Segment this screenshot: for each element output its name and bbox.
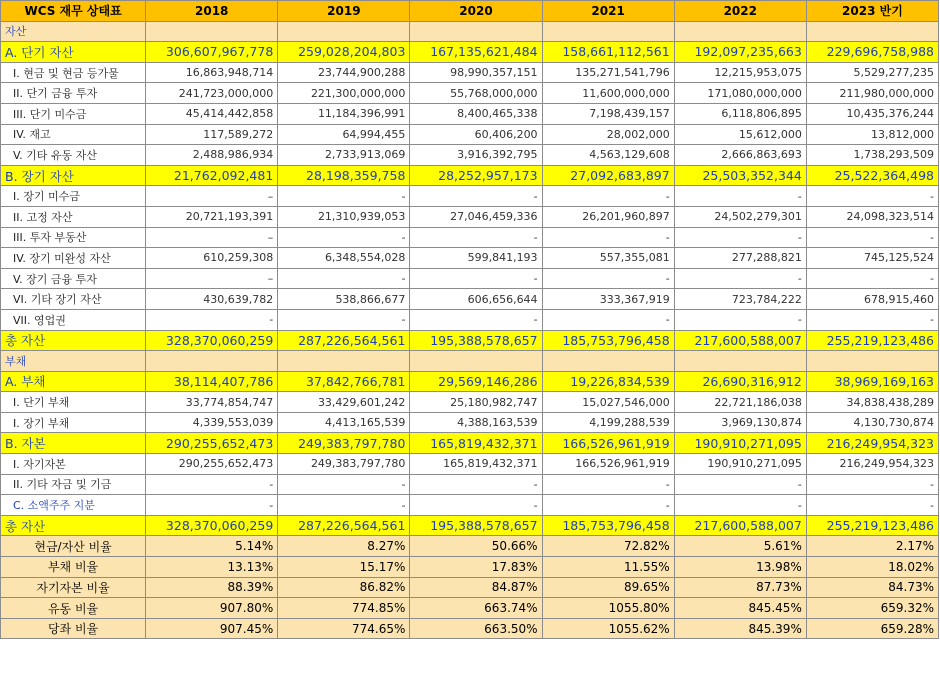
value-cell: 663.50%	[410, 618, 542, 639]
row-label: 유동 비율	[1, 598, 146, 619]
value-cell: -	[146, 495, 278, 516]
value-cell: 4,130,730,874	[806, 412, 938, 433]
section-row	[1, 351, 939, 372]
value-cell: 15.17%	[278, 557, 410, 578]
section-label: 자산	[1, 21, 146, 42]
header-year: 2020	[410, 1, 542, 22]
row-label: B. 자본	[1, 433, 146, 454]
section-empty-cell	[542, 351, 674, 372]
value-cell: 259,028,204,803	[278, 42, 410, 63]
value-cell: -	[674, 186, 806, 207]
value-cell: 13.98%	[674, 557, 806, 578]
row-label: 총 자산	[1, 330, 146, 351]
subtotal-row	[1, 515, 939, 536]
value-cell: -	[806, 268, 938, 289]
ratio-row	[1, 577, 939, 598]
value-cell: -	[542, 268, 674, 289]
value-cell: -	[278, 227, 410, 248]
value-cell: 7,198,439,157	[542, 103, 674, 124]
value-cell: 6,118,806,895	[674, 103, 806, 124]
section-empty-cell	[806, 21, 938, 42]
table-row	[1, 309, 939, 330]
value-cell: 4,199,288,539	[542, 412, 674, 433]
section-empty-cell	[674, 21, 806, 42]
value-cell: -	[542, 227, 674, 248]
value-cell: -	[278, 268, 410, 289]
value-cell: 845.39%	[674, 618, 806, 639]
value-cell: 606,656,644	[410, 289, 542, 310]
ratio-row	[1, 557, 939, 578]
value-cell: 84.87%	[410, 577, 542, 598]
value-cell: 135,271,541,796	[542, 62, 674, 83]
table-row	[1, 62, 939, 83]
value-cell: 774.85%	[278, 598, 410, 619]
value-cell: 72.82%	[542, 536, 674, 557]
value-cell: 60,406,200	[410, 124, 542, 145]
value-cell: 165,819,432,371	[410, 454, 542, 475]
value-cell: 774.65%	[278, 618, 410, 639]
value-cell: 599,841,193	[410, 248, 542, 269]
value-cell: 11,184,396,991	[278, 103, 410, 124]
value-cell: -	[410, 495, 542, 516]
value-cell: -	[806, 309, 938, 330]
value-cell: 166,526,961,919	[542, 433, 674, 454]
value-cell: 8.27%	[278, 536, 410, 557]
value-cell: 290,255,652,473	[146, 433, 278, 454]
value-cell: 34,838,438,289	[806, 392, 938, 413]
value-cell: 195,388,578,657	[410, 515, 542, 536]
value-cell: 4,563,129,608	[542, 145, 674, 166]
table-row	[1, 268, 939, 289]
value-cell: 845.45%	[674, 598, 806, 619]
row-label: A. 부채	[1, 371, 146, 392]
value-cell: 24,502,279,301	[674, 206, 806, 227]
value-cell: -	[542, 186, 674, 207]
value-cell: 328,370,060,259	[146, 515, 278, 536]
value-cell: –	[146, 268, 278, 289]
value-cell: -	[410, 474, 542, 495]
value-cell: 87.73%	[674, 577, 806, 598]
value-cell: 26,690,316,912	[674, 371, 806, 392]
subtotal-row	[1, 433, 939, 454]
value-cell: 277,288,821	[674, 248, 806, 269]
subtotal-row	[1, 165, 939, 186]
value-cell: 216,249,954,323	[806, 433, 938, 454]
header-row	[1, 1, 939, 22]
row-label: V. 기타 유동 자산	[1, 145, 146, 166]
value-cell: 195,388,578,657	[410, 330, 542, 351]
value-cell: 4,339,553,039	[146, 412, 278, 433]
value-cell: 306,607,967,778	[146, 42, 278, 63]
value-cell: 5.61%	[674, 536, 806, 557]
value-cell: 723,784,222	[674, 289, 806, 310]
ratio-row	[1, 536, 939, 557]
section-empty-cell	[278, 21, 410, 42]
value-cell: 5.14%	[146, 536, 278, 557]
subtotal-row	[1, 42, 939, 63]
value-cell: 98,990,357,151	[410, 62, 542, 83]
table-row	[1, 124, 939, 145]
row-label: B. 장기 자산	[1, 165, 146, 186]
value-cell: 171,080,000,000	[674, 83, 806, 104]
value-cell: 430,639,782	[146, 289, 278, 310]
table-row	[1, 474, 939, 495]
value-cell: 89.65%	[542, 577, 674, 598]
row-label: IV. 재고	[1, 124, 146, 145]
value-cell: 33,429,601,242	[278, 392, 410, 413]
row-label: 부채 비율	[1, 557, 146, 578]
row-label: I. 장기 부채	[1, 412, 146, 433]
value-cell: -	[806, 186, 938, 207]
value-cell: 1055.80%	[542, 598, 674, 619]
value-cell: 28,252,957,173	[410, 165, 542, 186]
ratio-row	[1, 598, 939, 619]
row-label: 당좌 비율	[1, 618, 146, 639]
value-cell: 17.83%	[410, 557, 542, 578]
value-cell: 13.13%	[146, 557, 278, 578]
row-label: A. 단기 자산	[1, 42, 146, 63]
row-label: III. 단기 미수금	[1, 103, 146, 124]
value-cell: 557,355,081	[542, 248, 674, 269]
value-cell: 241,723,000,000	[146, 83, 278, 104]
header-title: WCS 재무 상태표	[1, 1, 146, 22]
value-cell: 211,980,000,000	[806, 83, 938, 104]
table-row	[1, 83, 939, 104]
section-empty-cell	[410, 21, 542, 42]
value-cell: -	[806, 227, 938, 248]
value-cell: 23,744,900,288	[278, 62, 410, 83]
value-cell: 907.45%	[146, 618, 278, 639]
value-cell: 5,529,277,235	[806, 62, 938, 83]
row-label: II. 기타 자금 및 기금	[1, 474, 146, 495]
value-cell: 2,733,913,069	[278, 145, 410, 166]
value-cell: 221,300,000,000	[278, 83, 410, 104]
value-cell: -	[674, 495, 806, 516]
table-row	[1, 206, 939, 227]
value-cell: –	[146, 227, 278, 248]
value-cell: 50.66%	[410, 536, 542, 557]
value-cell: 190,910,271,095	[674, 454, 806, 475]
value-cell: 38,969,169,163	[806, 371, 938, 392]
value-cell: 64,994,455	[278, 124, 410, 145]
value-cell: 2,488,986,934	[146, 145, 278, 166]
value-cell: 192,097,235,663	[674, 42, 806, 63]
section-empty-cell	[146, 21, 278, 42]
value-cell: 38,114,407,786	[146, 371, 278, 392]
value-cell: 33,774,854,747	[146, 392, 278, 413]
value-cell: 216,249,954,323	[806, 454, 938, 475]
value-cell: 4,388,163,539	[410, 412, 542, 433]
header-year: 2023 반기	[806, 1, 938, 22]
value-cell: 86.82%	[278, 577, 410, 598]
value-cell: 84.73%	[806, 577, 938, 598]
value-cell: 24,098,323,514	[806, 206, 938, 227]
row-label: I. 자기자본	[1, 454, 146, 475]
row-label: VII. 영업권	[1, 309, 146, 330]
section-empty-cell	[806, 351, 938, 372]
value-cell: -	[674, 268, 806, 289]
value-cell: 88.39%	[146, 577, 278, 598]
value-cell: -	[806, 495, 938, 516]
value-cell: -	[806, 474, 938, 495]
value-cell: 1055.62%	[542, 618, 674, 639]
value-cell: 26,201,960,897	[542, 206, 674, 227]
value-cell: -	[146, 474, 278, 495]
value-cell: 249,383,797,780	[278, 433, 410, 454]
value-cell: -	[674, 474, 806, 495]
row-label: II. 고정 자산	[1, 206, 146, 227]
value-cell: 185,753,796,458	[542, 330, 674, 351]
table-row	[1, 454, 939, 475]
value-cell: -	[410, 309, 542, 330]
value-cell: 16,863,948,714	[146, 62, 278, 83]
value-cell: 287,226,564,561	[278, 515, 410, 536]
row-label: C. 소액주주 지분	[1, 495, 146, 516]
header-year: 2021	[542, 1, 674, 22]
row-label: 자기자본 비율	[1, 577, 146, 598]
value-cell: -	[674, 309, 806, 330]
value-cell: 3,969,130,874	[674, 412, 806, 433]
value-cell: 2.17%	[806, 536, 938, 557]
value-cell: 22,721,186,038	[674, 392, 806, 413]
ratio-row	[1, 618, 939, 639]
section-empty-cell	[410, 351, 542, 372]
value-cell: 659.28%	[806, 618, 938, 639]
value-cell: 28,198,359,758	[278, 165, 410, 186]
value-cell: 217,600,588,007	[674, 515, 806, 536]
value-cell: -	[146, 309, 278, 330]
value-cell: 11,600,000,000	[542, 83, 674, 104]
value-cell: 229,696,758,988	[806, 42, 938, 63]
row-label: IV. 장기 미완성 자산	[1, 248, 146, 269]
section-label: 부채	[1, 351, 146, 372]
header-year: 2018	[146, 1, 278, 22]
value-cell: 21,310,939,053	[278, 206, 410, 227]
value-cell: 290,255,652,473	[146, 454, 278, 475]
value-cell: 29,569,146,286	[410, 371, 542, 392]
value-cell: 6,348,554,028	[278, 248, 410, 269]
section-row	[1, 21, 939, 42]
value-cell: 165,819,432,371	[410, 433, 542, 454]
value-cell: 27,092,683,897	[542, 165, 674, 186]
row-label: I. 현금 및 현금 등가물	[1, 62, 146, 83]
row-label: VI. 기타 장기 자산	[1, 289, 146, 310]
value-cell: 659.32%	[806, 598, 938, 619]
value-cell: 11.55%	[542, 557, 674, 578]
value-cell: 255,219,123,486	[806, 330, 938, 351]
value-cell: 13,812,000	[806, 124, 938, 145]
value-cell: 663.74%	[410, 598, 542, 619]
value-cell: -	[542, 495, 674, 516]
table-row	[1, 412, 939, 433]
value-cell: 3,916,392,795	[410, 145, 542, 166]
value-cell: 2,666,863,693	[674, 145, 806, 166]
value-cell: 28,002,000	[542, 124, 674, 145]
row-label: II. 단기 금융 투자	[1, 83, 146, 104]
row-label: 현금/자산 비율	[1, 536, 146, 557]
section-empty-cell	[278, 351, 410, 372]
value-cell: 37,842,766,781	[278, 371, 410, 392]
row-label: V. 장기 금융 투자	[1, 268, 146, 289]
value-cell: 249,383,797,780	[278, 454, 410, 475]
value-cell: 15,027,546,000	[542, 392, 674, 413]
row-label: III. 투자 부동산	[1, 227, 146, 248]
header-year: 2019	[278, 1, 410, 22]
table-row	[1, 186, 939, 207]
value-cell: 25,503,352,344	[674, 165, 806, 186]
value-cell: 8,400,465,338	[410, 103, 542, 124]
value-cell: -	[674, 227, 806, 248]
value-cell: 15,612,000	[674, 124, 806, 145]
value-cell: 185,753,796,458	[542, 515, 674, 536]
value-cell: 538,866,677	[278, 289, 410, 310]
row-label: I. 장기 미수금	[1, 186, 146, 207]
table-row	[1, 227, 939, 248]
row-label: 총 자산	[1, 515, 146, 536]
subtotal-row	[1, 371, 939, 392]
value-cell: 55,768,000,000	[410, 83, 542, 104]
balance-sheet-body	[1, 1, 939, 639]
value-cell: 745,125,524	[806, 248, 938, 269]
section-empty-cell	[146, 351, 278, 372]
value-cell: 19,226,834,539	[542, 371, 674, 392]
value-cell: 4,413,165,539	[278, 412, 410, 433]
row-label: I. 단기 부채	[1, 392, 146, 413]
value-cell: 20,721,193,391	[146, 206, 278, 227]
subtotal-row	[1, 330, 939, 351]
value-cell: 167,135,621,484	[410, 42, 542, 63]
section-empty-cell	[674, 351, 806, 372]
value-cell: -	[410, 227, 542, 248]
value-cell: 25,522,364,498	[806, 165, 938, 186]
value-cell: 328,370,060,259	[146, 330, 278, 351]
section-empty-cell	[542, 21, 674, 42]
value-cell: –	[146, 186, 278, 207]
value-cell: 12,215,953,075	[674, 62, 806, 83]
table-row	[1, 289, 939, 310]
value-cell: 217,600,588,007	[674, 330, 806, 351]
value-cell: 1,738,293,509	[806, 145, 938, 166]
value-cell: 678,915,460	[806, 289, 938, 310]
value-cell: 10,435,376,244	[806, 103, 938, 124]
value-cell: 166,526,961,919	[542, 454, 674, 475]
table-row	[1, 145, 939, 166]
value-cell: 21,762,092,481	[146, 165, 278, 186]
value-cell: -	[278, 309, 410, 330]
table-row	[1, 248, 939, 269]
value-cell: 45,414,442,858	[146, 103, 278, 124]
value-cell: -	[542, 309, 674, 330]
value-cell: -	[410, 268, 542, 289]
table-row	[1, 392, 939, 413]
value-cell: -	[542, 474, 674, 495]
table-row	[1, 495, 939, 516]
value-cell: -	[278, 495, 410, 516]
value-cell: 287,226,564,561	[278, 330, 410, 351]
header-year: 2022	[674, 1, 806, 22]
value-cell: -	[410, 186, 542, 207]
value-cell: -	[278, 186, 410, 207]
value-cell: 18.02%	[806, 557, 938, 578]
value-cell: 27,046,459,336	[410, 206, 542, 227]
value-cell: 907.80%	[146, 598, 278, 619]
table-row	[1, 103, 939, 124]
value-cell: 117,589,272	[146, 124, 278, 145]
value-cell: -	[278, 474, 410, 495]
value-cell: 190,910,271,095	[674, 433, 806, 454]
value-cell: 25,180,982,747	[410, 392, 542, 413]
value-cell: 255,219,123,486	[806, 515, 938, 536]
value-cell: 333,367,919	[542, 289, 674, 310]
value-cell: 610,259,308	[146, 248, 278, 269]
value-cell: 158,661,112,561	[542, 42, 674, 63]
